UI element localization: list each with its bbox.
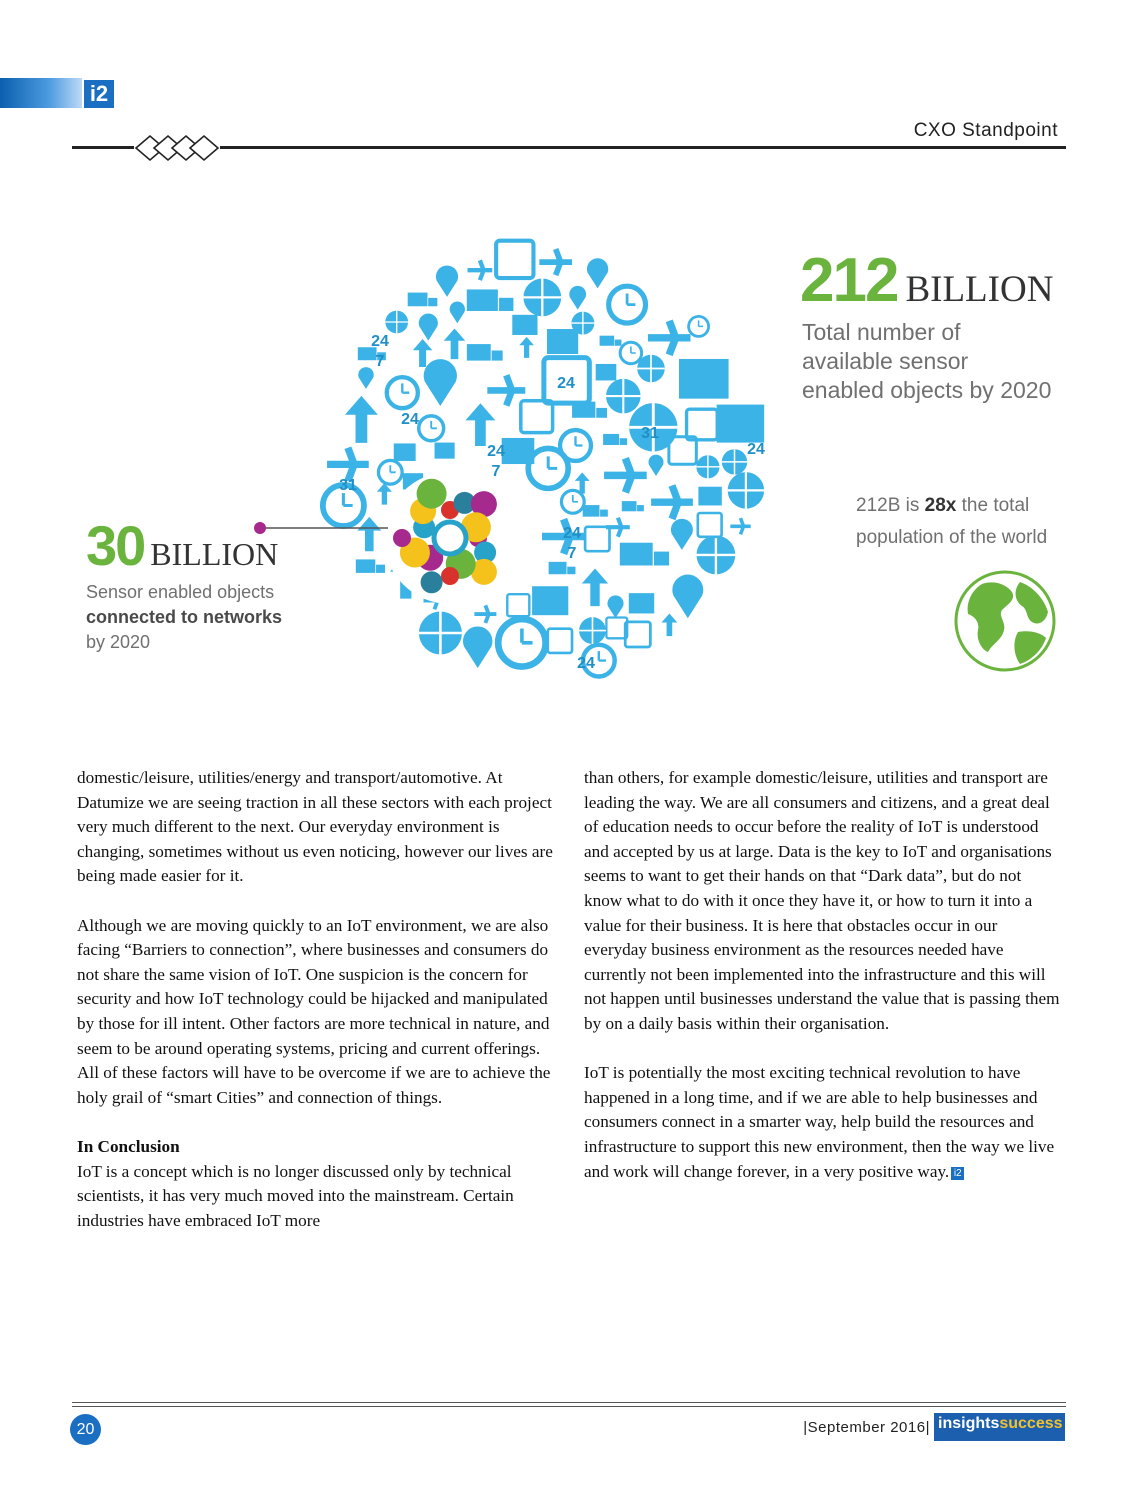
page-number: 20 bbox=[70, 1414, 101, 1445]
icon-calendar bbox=[687, 409, 718, 440]
icon-number-label: 24 bbox=[401, 411, 419, 428]
icon-arrow bbox=[519, 337, 534, 358]
clock-icon bbox=[387, 377, 418, 408]
icon-clock bbox=[498, 619, 545, 666]
icon-globe bbox=[385, 311, 408, 334]
map-pin-icon bbox=[587, 258, 608, 288]
issue-date: |September 2016| bbox=[803, 1419, 930, 1436]
icon-pin bbox=[424, 359, 457, 406]
box-icon bbox=[512, 315, 537, 335]
icon-arrow bbox=[465, 403, 495, 446]
icon-globe bbox=[606, 379, 641, 414]
arrow-icon bbox=[444, 328, 465, 359]
calendar-icon bbox=[687, 409, 718, 440]
plane-icon bbox=[604, 458, 647, 492]
icon-pin bbox=[419, 314, 438, 341]
box-icon bbox=[629, 593, 654, 613]
icon-number-label: 24 bbox=[557, 375, 575, 392]
box-icon bbox=[596, 364, 617, 381]
map-pin-icon bbox=[436, 266, 458, 297]
globe-icon bbox=[954, 570, 1056, 672]
paragraph: Although we are moving quickly to an IoT environment, we are also facing “Barriers to connection”, where businesses and consumers do not share the same vision of IoT. One suspicion is the concern for security and how IoT technology could be hijacked and manipulated by those for ill intent. Other factors are more technical in nature, and seem to be around operating systems, pricing and current offerings. All of these factors will have to be overcome if we are to achieve the holy grail of “smart Cities” and connection of things. bbox=[77, 915, 551, 1107]
icon-truck bbox=[600, 336, 622, 346]
icon-calendar bbox=[585, 527, 609, 551]
stat-30-description bbox=[86, 580, 326, 655]
article-column-right bbox=[584, 766, 1062, 1209]
icon-arrow bbox=[661, 613, 677, 636]
icon-calendar bbox=[507, 594, 529, 616]
icon-pin bbox=[436, 266, 458, 297]
icon-pin bbox=[463, 626, 492, 668]
icon-number-label: 24 bbox=[577, 655, 595, 672]
icon-pin bbox=[569, 286, 586, 310]
map-pin-icon bbox=[358, 367, 373, 389]
clock-hands bbox=[576, 436, 583, 445]
truck-cab bbox=[654, 552, 669, 566]
icon-globe bbox=[696, 455, 719, 478]
icon-plane bbox=[468, 260, 493, 280]
icon-plane bbox=[730, 518, 750, 534]
brand-part2: success bbox=[999, 1415, 1063, 1432]
icon-clock bbox=[387, 377, 418, 408]
ratio-suffix: the total population of the world bbox=[856, 495, 1048, 548]
ratio-prefix: 212B is bbox=[856, 495, 920, 516]
icon-arrow bbox=[345, 396, 378, 443]
arrow-icon bbox=[413, 339, 433, 367]
magazine-logo: i2 bbox=[84, 80, 114, 108]
paragraph: domestic/leisure, utilities/energy and transport/automotive. At Datumize we are seeing traction in all these sectors with each project very much different to the next. Our everyday environment is changing, sometimes without us even noticing, however our lives are being made easier for it. bbox=[77, 768, 553, 886]
stat-212-billion bbox=[800, 246, 1054, 315]
truck-icon bbox=[408, 293, 428, 307]
icon-pin bbox=[671, 519, 693, 550]
end-mark-icon: i2 bbox=[951, 1167, 964, 1180]
icon-globe bbox=[728, 472, 764, 508]
box-icon bbox=[698, 487, 721, 506]
brand-part1: insights bbox=[938, 1415, 1000, 1432]
icon-pin bbox=[607, 595, 623, 618]
icon-number-label: 7 bbox=[491, 463, 501, 480]
box-icon bbox=[394, 443, 416, 461]
stat-212-description: Total number of available sensor enabled objects by 2020 bbox=[802, 319, 1052, 403]
center-icon bbox=[417, 479, 447, 509]
paragraph: than others, for example domestic/leisure, utilities and transport are leading the way. We are all consumers and citizens, and a great deal of education needs to occur before the reality of IoT is understood and accepted by us at large. Data is the key to IoT and organisations seems to want to get their hands on that “Dark data”, but do not know what to do with it once they have it, or how to turn it into a value for their business. It is here that obstacles occur in our everyday business environment as the resources needed have currently not been implemented into the infrastructure and this will not happen until businesses understand the value that is passing them by on a daily basis within their organisation. bbox=[584, 768, 1060, 1033]
stat-30-billion bbox=[86, 514, 279, 577]
paragraph-text: IoT is potentially the most exciting technical revolution to have happened in a long time, and if we are able to help businesses and consumers connect in a smarter way, help build the resources and infrastructure to support this new environment, then the way we live and work will change forever, in a very positive way. bbox=[584, 1063, 1055, 1181]
icon-plane bbox=[604, 458, 647, 492]
icon-arrow bbox=[377, 483, 392, 504]
clock-hands bbox=[573, 495, 578, 502]
map-pin-icon bbox=[648, 455, 663, 476]
clock-hands bbox=[402, 383, 409, 392]
icon-globe bbox=[696, 535, 735, 574]
arrow-icon bbox=[465, 403, 495, 446]
brand-logo bbox=[934, 1413, 1065, 1441]
plane-icon bbox=[730, 518, 750, 534]
arrow-icon bbox=[377, 483, 392, 504]
icon-truck bbox=[467, 289, 514, 311]
stat-30-line3: by 2020 bbox=[86, 632, 151, 652]
plane-icon bbox=[468, 260, 493, 280]
icon-box bbox=[502, 438, 535, 464]
icon-box bbox=[394, 443, 416, 461]
box-icon bbox=[717, 405, 765, 443]
ratio-multiplier: 28x bbox=[924, 495, 957, 516]
icon-number-label: 24 bbox=[371, 333, 389, 350]
icon-box bbox=[512, 315, 537, 335]
clock-hands bbox=[431, 421, 437, 428]
icon-plane bbox=[651, 485, 693, 518]
truck-cab bbox=[620, 438, 627, 445]
truck-icon bbox=[356, 559, 375, 572]
truck-icon bbox=[467, 289, 498, 311]
clock-hands bbox=[627, 294, 635, 305]
icon-truck bbox=[622, 501, 644, 511]
box-icon bbox=[532, 586, 568, 615]
truck-icon bbox=[620, 543, 653, 566]
icon-truck bbox=[620, 543, 669, 566]
map-pin-icon bbox=[424, 359, 457, 406]
stat-30-unit: BILLION bbox=[150, 536, 279, 572]
truck-cab bbox=[499, 298, 513, 311]
stat-30-line2: connected to networks bbox=[86, 607, 283, 627]
header-accent-bar bbox=[0, 78, 82, 108]
clock-hands bbox=[343, 493, 352, 505]
icon-box bbox=[717, 405, 765, 443]
map-pin-icon bbox=[569, 286, 586, 310]
icon-arrow bbox=[582, 568, 608, 606]
icon-plane bbox=[487, 375, 525, 405]
icon-arrow bbox=[413, 339, 433, 367]
icon-pin bbox=[358, 367, 373, 389]
truck-cab bbox=[376, 565, 385, 573]
calendar-icon bbox=[507, 594, 529, 616]
truck-icon bbox=[467, 344, 491, 361]
clock-hands bbox=[548, 456, 557, 468]
clock-hands bbox=[522, 629, 533, 643]
icon-plane bbox=[539, 249, 572, 275]
truck-cab bbox=[492, 351, 503, 361]
icon-number-label: 7 bbox=[567, 545, 577, 562]
icon-calendar bbox=[548, 629, 572, 653]
icon-calendar bbox=[496, 241, 533, 278]
icon-box bbox=[596, 364, 617, 381]
truck-icon bbox=[549, 562, 567, 574]
map-pin-icon bbox=[607, 595, 623, 618]
icon-plane bbox=[648, 321, 691, 355]
plane-icon bbox=[539, 249, 572, 275]
truck-icon bbox=[622, 501, 637, 511]
icon-box bbox=[435, 443, 455, 459]
truck-cab bbox=[596, 408, 607, 418]
icon-globe bbox=[571, 312, 594, 335]
icon-pin bbox=[672, 575, 703, 619]
paragraph-final bbox=[584, 1061, 1062, 1184]
icon-truck bbox=[356, 559, 385, 572]
icon-truck bbox=[549, 562, 576, 574]
icon-globe bbox=[722, 449, 747, 474]
icon-clock bbox=[561, 490, 584, 513]
plane-icon bbox=[648, 321, 691, 355]
icon-truck bbox=[408, 293, 438, 307]
icon-box bbox=[532, 586, 568, 615]
paragraph: IoT is a concept which is no longer discussed only by technical scientists, it has very much moved into the mainstream. Certain industries have embraced IoT more bbox=[77, 1161, 514, 1230]
calendar-icon bbox=[625, 622, 650, 647]
icon-number-label: 31 bbox=[339, 477, 357, 494]
arrow-icon bbox=[519, 337, 534, 358]
arrow-icon bbox=[345, 396, 378, 443]
center-icon bbox=[393, 529, 411, 547]
icon-box bbox=[679, 359, 729, 399]
icon-globe bbox=[419, 612, 462, 655]
center-icon bbox=[441, 567, 459, 585]
box-icon bbox=[502, 438, 535, 464]
icon-truck bbox=[467, 344, 503, 361]
truck-cab bbox=[567, 567, 575, 575]
plane-icon bbox=[474, 605, 496, 623]
icon-globe bbox=[523, 279, 561, 317]
center-icon bbox=[421, 571, 443, 593]
icon-pin bbox=[648, 455, 663, 476]
truck-cab bbox=[600, 510, 608, 517]
clock-hands bbox=[390, 465, 395, 472]
icon-pin bbox=[587, 258, 608, 288]
arrow-icon bbox=[582, 568, 608, 606]
map-pin-icon bbox=[450, 302, 465, 324]
calendar-icon bbox=[585, 527, 609, 551]
icon-number-label: 31 bbox=[641, 425, 659, 442]
calendar-icon bbox=[698, 513, 722, 537]
icon-clock bbox=[609, 286, 646, 323]
stat-30-number: 30 bbox=[86, 514, 145, 577]
truck-cab bbox=[428, 298, 437, 306]
section-title: CXO Standpoint bbox=[913, 120, 1058, 141]
icon-number-label: 24 bbox=[747, 441, 765, 458]
icon-clock bbox=[689, 316, 709, 336]
header-rule bbox=[72, 146, 1066, 149]
truck-cab bbox=[615, 340, 622, 346]
icon-truck bbox=[583, 505, 608, 517]
map-pin-icon bbox=[672, 575, 703, 619]
map-pin-icon bbox=[419, 314, 438, 341]
box-icon bbox=[547, 329, 578, 354]
icon-box bbox=[698, 487, 721, 506]
icon-truck bbox=[603, 434, 627, 445]
truck-icon bbox=[600, 336, 615, 346]
calendar-icon bbox=[496, 241, 533, 278]
box-icon bbox=[679, 359, 729, 399]
footer-rule bbox=[72, 1406, 1066, 1407]
conclusion-heading: In Conclusion bbox=[77, 1136, 180, 1156]
icon-arrow bbox=[444, 328, 465, 359]
truck-icon bbox=[603, 434, 619, 445]
calendar-icon bbox=[548, 629, 572, 653]
truck-cab bbox=[637, 505, 644, 511]
icon-clock bbox=[560, 430, 591, 461]
diamond-ornament bbox=[134, 134, 220, 162]
article-column-left bbox=[77, 766, 555, 1258]
icon-clock bbox=[378, 460, 402, 484]
stat-212-number: 212 bbox=[800, 246, 898, 315]
arrow-icon bbox=[661, 613, 677, 636]
plane-icon bbox=[487, 375, 525, 405]
plane-icon bbox=[651, 485, 693, 518]
clock-hands bbox=[599, 651, 606, 661]
icon-box bbox=[629, 593, 654, 613]
truck-icon bbox=[583, 505, 600, 517]
icon-globe bbox=[579, 617, 606, 644]
clock-hands bbox=[631, 347, 636, 353]
icon-plane bbox=[474, 605, 496, 623]
icon-calendar bbox=[625, 622, 650, 647]
icon-calendar bbox=[698, 513, 722, 537]
map-pin-icon bbox=[671, 519, 693, 550]
stat-212-unit: BILLION bbox=[905, 269, 1054, 310]
icon-number-label: 7 bbox=[375, 353, 385, 370]
icon-number-label: 24 bbox=[563, 525, 581, 542]
clock-hands bbox=[699, 320, 704, 326]
map-pin-icon bbox=[463, 626, 492, 668]
footer-rule bbox=[72, 1402, 1066, 1403]
population-ratio bbox=[856, 490, 1066, 554]
icon-box bbox=[547, 329, 578, 354]
icon-clock bbox=[419, 416, 444, 441]
icon-number-label: 24 bbox=[487, 443, 505, 460]
stat-30-line1: Sensor enabled objects bbox=[86, 582, 275, 602]
iot-icon-cloud bbox=[300, 228, 790, 698]
icon-clock bbox=[620, 342, 642, 364]
icon-pin bbox=[450, 302, 465, 324]
box-icon bbox=[435, 443, 455, 459]
